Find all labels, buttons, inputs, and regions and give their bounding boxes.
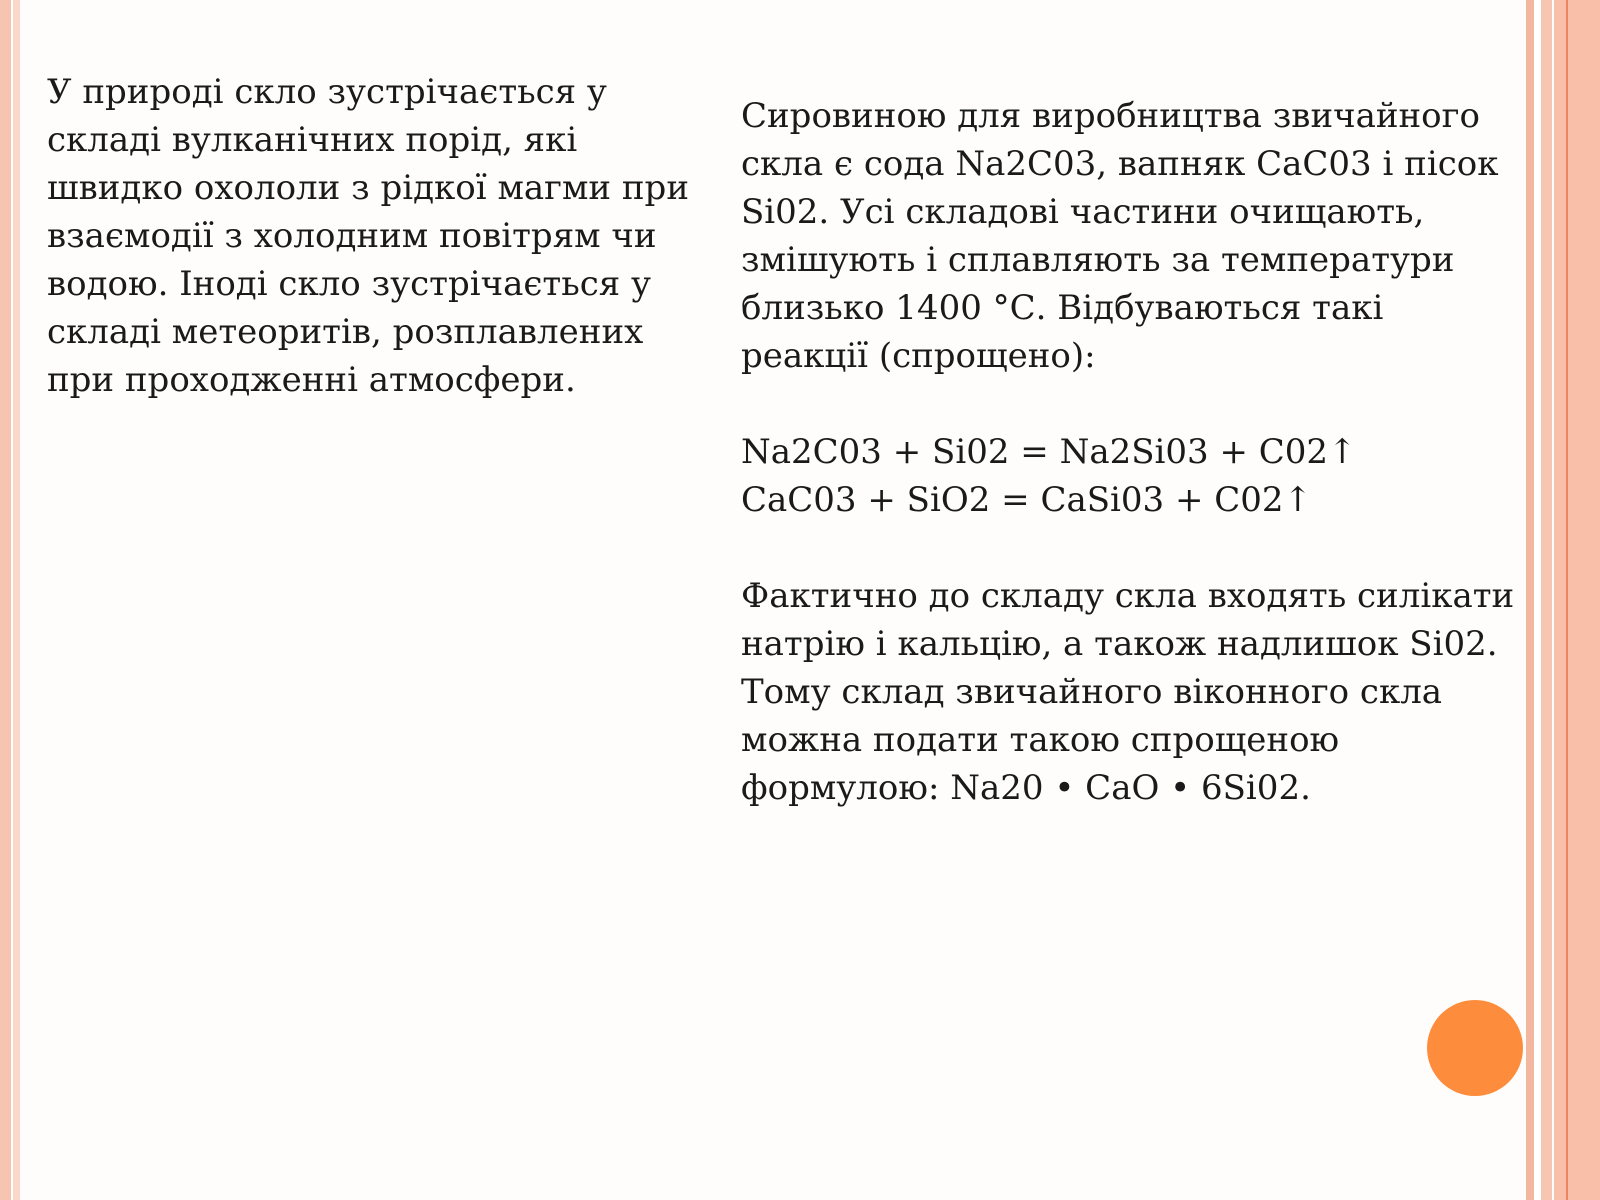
left-text-column <box>47 68 697 404</box>
spacer <box>741 524 1521 572</box>
equation-soda: Na2C03 + Si02 = Na2Si03 + C02↑ <box>741 432 1357 472</box>
spacer <box>741 380 1521 428</box>
right-text-column <box>741 92 1521 812</box>
natural-glass-paragraph: У природі скло зустрічається у складі вулканічних порід, які швидко охололи з рідкої магми при взаємодії з холодним повітрям чи водою. Іноді скло зустрічається у складі метеоритів, розплавлених при проходженні атмосфери. <box>47 72 689 400</box>
left-decorative-border <box>0 0 20 1200</box>
raw-materials-paragraph: Сировиною для виробництва звичайного скла є сода Na2C03, вапняк CaC03 і пісок Si02. Усі складові частини очищають, змішують і сплавляють за температури близько 1400 °С. Відбуваються такі реакції (спрощено): <box>741 96 1499 376</box>
glass-composition-paragraph: Фактично до складу скла входять силікати натрію і кальцію, а також надлишок Si02. Тому склад звичайного віконного скла можна подати такою спрощеною формулою: Na20 • CaO • 6Si02. <box>741 576 1515 808</box>
right-decorative-border <box>1526 0 1600 1200</box>
orange-circle-decoration <box>1427 1000 1523 1096</box>
equation-limestone: CaC03 + SiO2 = CaSi03 + C02↑ <box>741 480 1313 520</box>
